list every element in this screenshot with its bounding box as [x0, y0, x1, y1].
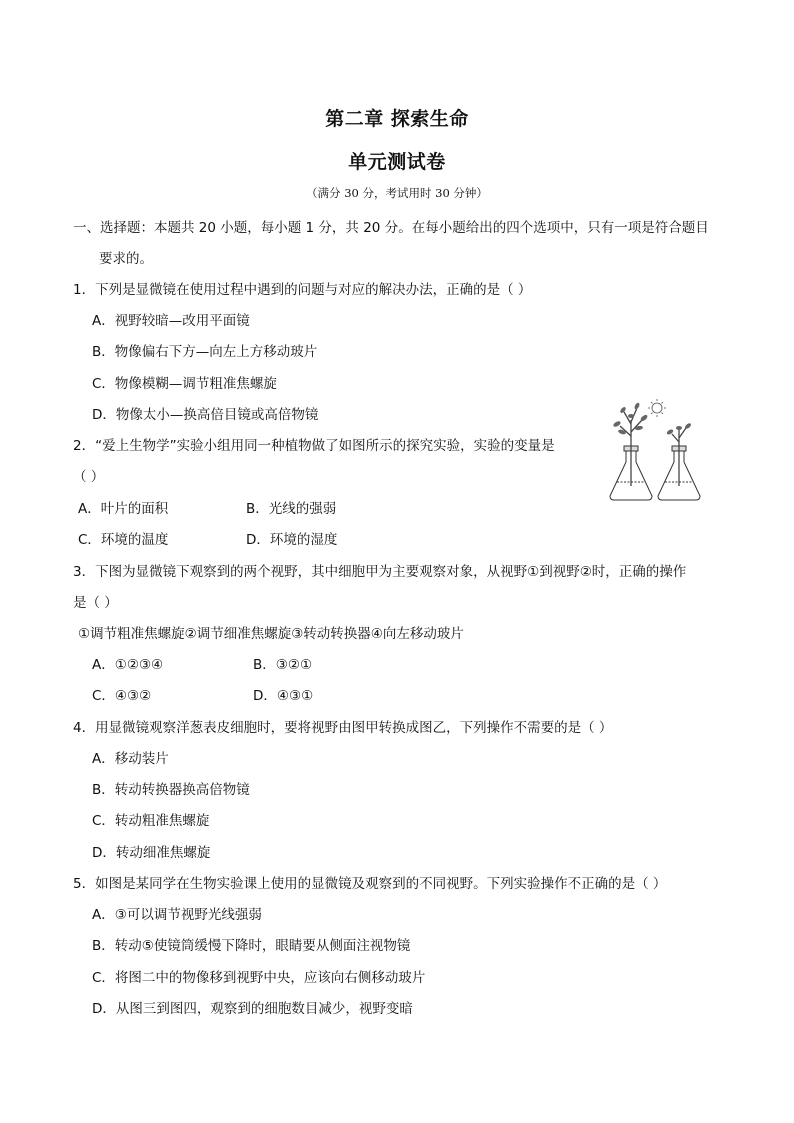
question-3-stem-cont: 是（ ）: [73, 595, 118, 611]
question-3-option-c: C．④③②: [92, 688, 152, 704]
question-2-stem: 2．“爱上生物学”实验小组用同一种植物做了如图所示的探究实验，实验的变量是: [73, 438, 555, 454]
question-4-option-d: D．转动细准焦螺旋: [92, 845, 211, 861]
exam-note: （满分 30 分，考试用时 30 分钟）: [306, 186, 488, 200]
question-5-option-b: B．转动⑤使镜筒缓慢下降时，眼睛要从侧面注视物镜: [92, 938, 411, 954]
question-5-option-a: A．③可以调节视野光线强弱: [92, 907, 262, 923]
question-2-option-d: D．环境的湿度: [246, 532, 338, 548]
section-intro: 一、选择题：本题共 20 小题，每小题 1 分，共 20 分。在每小题给出的四个选项中，只有一项是符合题目: [73, 220, 709, 236]
question-5-option-d: D．从图三到图四，观察到的细胞数目减少，视野变暗: [92, 1001, 413, 1017]
question-1-option-b: B．物像偏右下方—向左上方移动玻片: [92, 344, 318, 360]
question-3-option-d: D．④③①: [253, 688, 314, 704]
section-intro-cont: 要求的。: [99, 251, 153, 267]
question-1-option-a: A．视野较暗—改用平面镜: [92, 313, 250, 329]
sun-icon: [648, 399, 666, 417]
question-5-stem: 5．如图是某同学在生物实验课上使用的显微镜及观察到的不同视野。下列实验操作不正确的是（ ）: [73, 876, 667, 892]
question-2-option-a: A．叶片的面积: [78, 501, 169, 517]
question-2-option-b: B．光线的强弱: [246, 501, 337, 517]
question-4-option-c: C．转动粗准焦螺旋: [92, 813, 210, 829]
plant-flask-experiment-figure: [604, 398, 704, 502]
chapter-title: 第二章 探索生命: [325, 108, 469, 130]
question-1-option-c: C．物像模糊—调节粗准焦螺旋: [92, 376, 277, 392]
question-3-steps: ①调节粗准焦螺旋②调节细准焦螺旋③转动转换器④向左移动玻片: [78, 626, 464, 642]
question-4-stem: 4．用显微镜观察洋葱表皮细胞时，要将视野由图甲转换成图乙，下列操作不需要的是（ ）: [73, 720, 613, 736]
question-1-option-d: D．物像太小—换高倍目镜或高倍物镜: [92, 407, 319, 423]
question-5-option-c: C．将图二中的物像移到视野中央，应该向右侧移动玻片: [92, 970, 426, 986]
test-subtitle: 单元测试卷: [348, 151, 446, 173]
question-1-stem: 1．下列是显微镜在使用过程中遇到的问题与对应的解决办法，正确的是（ ）: [73, 282, 532, 298]
question-4-option-a: A．移动装片: [92, 751, 169, 767]
question-2-stem-cont: （ ）: [73, 469, 105, 485]
question-4-option-b: B．转动转换器换高倍物镜: [92, 782, 250, 798]
question-3-option-a: A．①②③④: [92, 657, 164, 673]
question-2-option-c: C．环境的温度: [78, 532, 169, 548]
question-3-stem: 3．下图为显微镜下观察到的两个视野，其中细胞甲为主要观察对象，从视野①到视野②时，正确的操作: [73, 564, 687, 580]
question-3-option-b: B．③②①: [253, 657, 313, 673]
